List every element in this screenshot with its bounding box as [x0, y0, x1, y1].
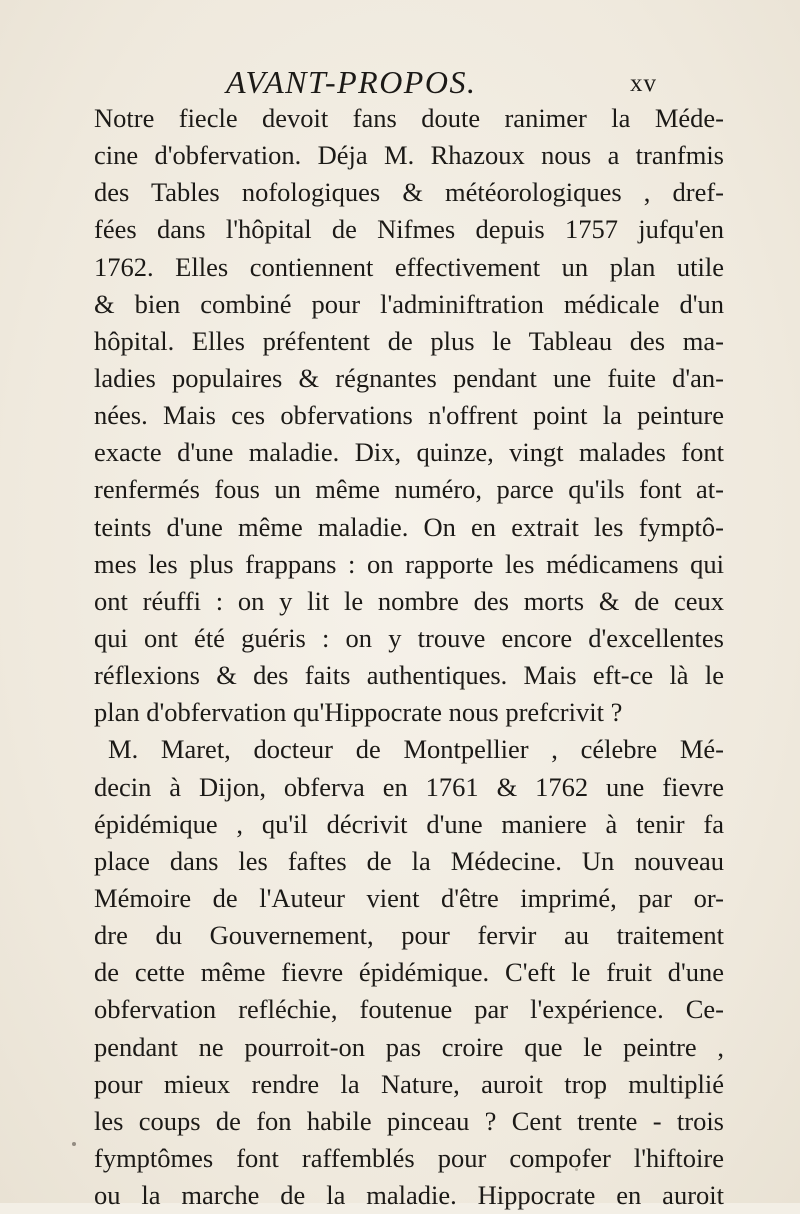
text-line: obfervation refléchie, foutenue par l'expérience. Ce-	[94, 994, 724, 1025]
text-line: nées. Mais ces obfervations n'offrent point la peinture	[94, 400, 724, 431]
text-line: plan d'obfervation qu'Hippocrate nous prefcrivit ?	[94, 697, 623, 728]
text-line: fées dans l'hôpital de Nifmes depuis 1757 jufqu'en	[94, 214, 724, 245]
paper-speck	[312, 1006, 315, 1009]
text-line: decin à Dijon, obferva en 1761 & 1762 une fievre	[94, 771, 724, 802]
text-line: épidémique , qu'il décrivit d'une maniere à tenir fa	[94, 808, 724, 839]
text-line: ont réuffi : on y lit le nombre des morts & de ceux	[94, 585, 724, 616]
text-line: M. Maret, docteur de Montpellier , célebre Mé-	[108, 734, 724, 765]
running-header	[0, 62, 800, 102]
text-line: qui ont été guéris : on y trouve encore d'excellentes	[94, 622, 724, 653]
text-line: hôpital. Elles préfentent de plus le Tableau des ma-	[94, 325, 724, 356]
text-line: Mémoire de l'Auteur vient d'être imprimé, par or-	[94, 882, 724, 913]
text-line: Notre fiecle devoit fans doute ranimer la Méde-	[94, 103, 724, 133]
text-line: exacte d'une maladie. Dix, quinze, vingt malades font	[94, 437, 724, 468]
text-line: place dans les faftes de la Médecine. Un nouveau	[94, 845, 724, 876]
text-line: pendant ne pourroit-on pas croire que le peintre ,	[94, 1031, 724, 1062]
text-line: dre du Gouvernement, pour fervir au traitement	[94, 920, 724, 951]
paper-speck	[72, 1142, 76, 1146]
body-text	[94, 100, 724, 1214]
text-line: teints d'une même maladie. On en extrait les fymptô-	[94, 511, 724, 542]
text-line: ladies populaires & régnantes pendant une fuite d'an-	[94, 362, 724, 393]
text-line: 1762. Elles contiennent effectivement un plan utile	[94, 251, 724, 282]
text-line: pour mieux rendre la Nature, auroit trop multiplié	[94, 1068, 724, 1099]
text-line: fymptômes font raffemblés pour compofer l'hiftoire	[94, 1142, 724, 1173]
text-line: de cette même fievre épidémique. C'eft le fruit d'une	[94, 957, 724, 988]
text-line: réflexions & des faits authentiques. Mais eft-ce là le	[94, 660, 724, 691]
text-line: ou la marche de la maladie. Hippocrate en auroit	[94, 1180, 724, 1211]
text-line: les coups de fon habile pinceau ? Cent trente - trois	[94, 1105, 724, 1136]
text-line: des Tables nofologiques & météorologiques , dref-	[94, 177, 724, 208]
text-line: renfermés fous un même numéro, parce qu'ils font at-	[94, 474, 724, 505]
text-line: cine d'obfervation. Déja M. Rhazoux nous a tranfmis	[94, 140, 724, 171]
page-number: xv	[630, 70, 657, 97]
text-line: & bien combiné pour l'adminiftration médicale d'un	[94, 288, 724, 319]
paper-speck	[575, 1168, 578, 1171]
running-title: AVANT-PROPOS.	[226, 64, 477, 100]
text-line: mes les plus frappans : on rapporte les médicamens qui	[94, 548, 724, 579]
